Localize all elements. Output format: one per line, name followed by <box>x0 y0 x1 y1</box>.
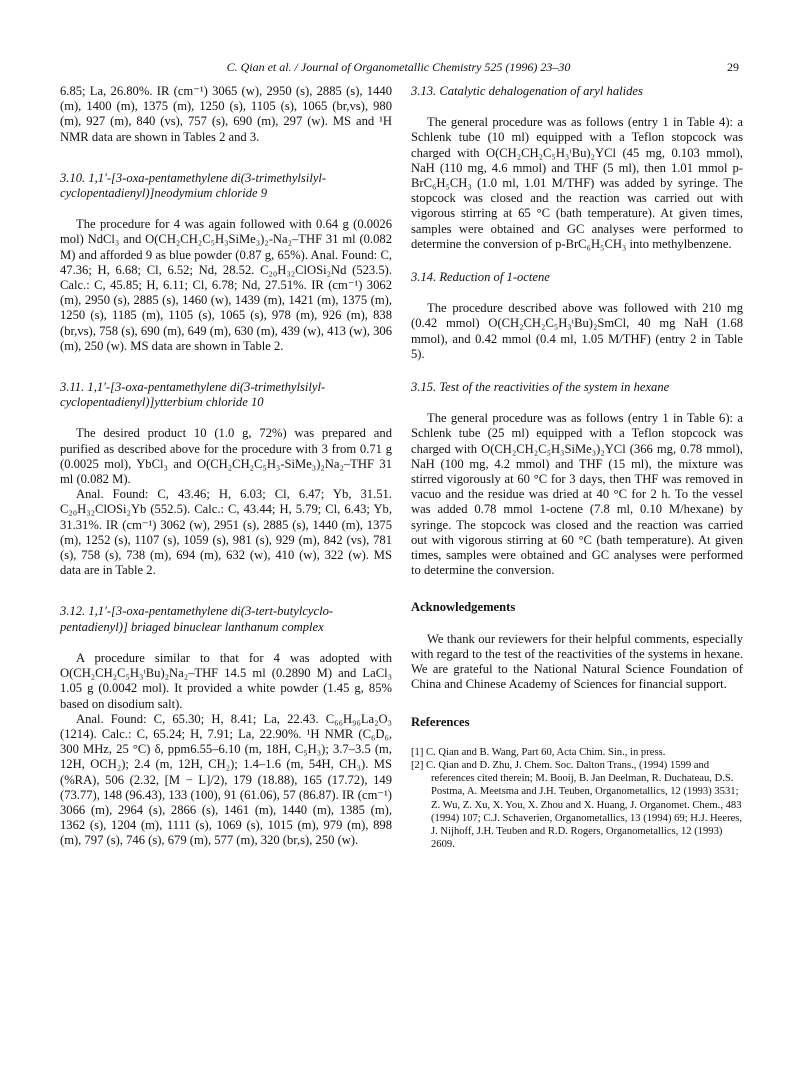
section-3-11-paragraph-1: The desired product 10 (1.0 g, 72%) was prepared and purified as described above for the procedure with 3 from 0.71 g (0.0025 mol), YbCl₃ and O(CH₂CH₂C₅H₃-SiMe₃)₂Na₂–THF 31 ml (0.082 M). <box>60 426 392 487</box>
section-3-12-paragraph-1: A procedure similar to that for 4 was adopted with O(CH₂CH₂C₅H₃ᵗBu)₂Na₂–THF 14.5 ml (0.2890 M) and LaCl₃ 1.05 g (0.0042 mol). It provided a white powder (1.45 g, 85% based on disodium salt). <box>60 650 392 711</box>
running-header <box>58 60 739 78</box>
right-column <box>411 84 743 851</box>
section-3-12-heading: 3.12. 1,1′-[3-oxa-pentamethylene di(3-tert-butylcyclo-pentadienyl)] briaged binuclear lanthanum complex <box>60 604 334 634</box>
acknowledgements-paragraph: We thank our reviewers for their helpful comments, especially with regard to the test of the reactivities of the systems in hexane. We are grateful to the National Natural Science Foundation of China and Chinese Academy of Sciences for financial support. <box>411 631 743 692</box>
references-heading: References <box>411 714 470 729</box>
section-3-13-heading: 3.13. Catalytic dehalogenation of aryl halides <box>411 84 643 98</box>
section-3-11-paragraph-2: Anal. Found: C, 43.46; H, 6.03; Cl, 6.47; Yb, 31.51. C₂₀H₃₂ClOSi₂Yb (552.5). Calc.: C, 43.44; H, 5.79; Cl, 6.43; Yb, 31.31%. IR (cm⁻¹) 3062 (w), 2951 (s), 2885 (s), 1440 (m), 1375 (m), 1252 (s), 1107 (s), 1059 (s), 981 (s), 929 (m), 842 (vs), 781 (s), 758 (s), 738 (m), 694 (m), 632 (w), 410 (w), 322 (w). MS data are in Table 2. <box>60 487 392 578</box>
acknowledgements-heading: Acknowledgements <box>411 600 516 615</box>
section-3-11-heading: 3.11. 1,1′-[3-oxa-pentamethylene di(3-trimethylsilyl-cyclopentadienyl)]ytterbium chloride 10 <box>60 380 326 410</box>
section-3-13-paragraph: The general procedure was as follows (entry 1 in Table 4): a Schlenk tube (10 ml) equipped with a Teflon stopcock was charged with O(CH₂CH₂C₅H₃ᵗBu)₂YCl (45 mg, 0.103 mmol), NaH (110 mg, 4.6 mmol) and THF (5 ml), then 1.01 mmol p-BrC₆H₅CH₃ (1.0 ml, 1.01 M/THF) was added by syringe. The stopcock was closed and the reaction was carried out with vigorous stirring at 65 °C (bath temperature). At given times, samples were obtained and GC analyses were performed to determine the conversion of p-BrC₆H₅CH₃ into methylbenzene. <box>411 115 743 251</box>
section-3-14-heading: 3.14. Reduction of 1-octene <box>411 270 550 285</box>
section-3-10-paragraph: The procedure for 4 was again followed with 0.64 g (0.0026 mol) NdCl₃ and O(CH₂CH₂C₅H₃SiMe₃)₂-Na₂–THF 31 ml (0.082 M) and afforded 9 as blue powder (0.87 g, 65%). Anal. Found: C, 47.36; H, 6.68; Cl, 6.52; Nd, 28.52. C₂₀H₃₂ClOSi₂Nd (523.5). Calc.: C, 45.85; H, 6.11; Cl, 6.78; Nd, 27.51%. IR (cm⁻¹) 3062 (m), 2950 (s), 2885 (s), 1460 (w), 1439 (m), 1421 (m), 1375 (m), 1250 (s), 1185 (m), 1105 (s), 1065 (s), 978 (m), 926 (m), 838 (br,vs), 758 (s), 690 (m), 649 (m), 630 (m), 439 (w), 413 (w), 306 (m), 250 (w). MS data are shown in Table 2. <box>60 217 392 353</box>
section-3-14-paragraph: The procedure described above was followed with 210 mg (0.42 mmol) O(CH₂CH₂C₅H₃ᵗBu)₂SmCl, 40 mg NaH (1.68 mmol), and 0.42 mmol (0.4 ml, 1.05 M/THF) (entry 2 in Table 5). <box>411 301 743 361</box>
reference-item: [2] C. Qian and D. Zhu, J. Chem. Soc. Dalton Trans., (1994) 1599 and references cited therein; M. Booij, B. Jan Deelman, R. Duchateau, D.S. Postma, A. Meetsma and J.H. Teuben, Organometallics, 12 (1993) 3531; Z. Wu, Z. Xu, X. You, X. Zhou and X. Huang, J. Organomet. Chem., 483 (1994) 107; C.J. Schaverien, Organometallics, 13 (1994) 69; H.J. Heeres, J. Nijhoff, J.H. Teuben and R.D. Rogers, Organometallics, 12 (1993) 2609. <box>411 759 743 851</box>
page-number: 29 <box>727 60 739 74</box>
running-title: C. Qian et al. / Journal of Organometallic Chemistry 525 (1996) 23–30 <box>226 60 571 74</box>
section-3-15-heading: 3.15. Test of the reactivities of the system in hexane <box>411 380 670 395</box>
section-3-15-paragraph: The general procedure was as follows (entry 1 in Table 6): a Schlenk tube (25 ml) equipped with a Teflon stopcock was charged with O(CH₂CH₂C₅H₃SiMe₃)₂YCl (366 mg, 0.78 mmol), NaH (100 mg, 4.2 mmol) and THF (15 ml), the mixture was stirred vigorously at 60 °C for 3 days, then THF was removed in vacuo and the residue was dried at 40 °C for 2 h. To the vessel was added 0.78 mmol 1-octene (7.8 ml, 0.10 M/hexane) by syringe. The stopcock was closed and the reaction was carried out with vigorous stirring at 60 °C (bath temperature). At given times, samples were obtained and GC analyses were performed to determine the conversion. <box>411 411 743 578</box>
left-column <box>60 84 392 849</box>
reference-item: [1] C. Qian and B. Wang, Part 60, Acta Chim. Sin., in press. <box>411 746 666 758</box>
paragraph-continued: 6.85; La, 26.80%. IR (cm⁻¹) 3065 (w), 2950 (s), 2885 (s), 1440 (m), 1400 (m), 1375 (m), 1250 (s), 1105 (s), 1065 (br,vs), 980 (m), 927 (m), 840 (vs), 757 (s), 690 (m), 297 (w). MS and ¹H NMR data are shown in Tables 2 and 3. <box>60 84 392 144</box>
reference-list <box>411 746 743 852</box>
section-3-10-heading: 3.10. 1,1′-[3-oxa-pentamethylene di(3-trimethylsilyl-cyclopentadienyl)]neodymium chloride 9 <box>60 170 327 201</box>
section-3-12-paragraph-2: Anal. Found: C, 65.30; H, 8.41; La, 22.43. C₆₆H₉₆La₂O₃ (1214). Calc.: C, 65.24; H, 7.91; La, 22.90%. ¹H NMR (C₆D₆, 300 MHz, 25 °C) δ, ppm6.55–6.10 (m, 18H, C₅H₃); 3.7–3.5 (m, 12H, OCH₂); 2.4 (m, 12H, CH₂); 1.4–1.6 (m, 54H, CH₃). MS (%RA), 506 (2.32, [M − L]/2), 179 (18.88), 165 (17.72), 149 (73.77), 148 (96.43), 133 (100), 91 (61.06), 57 (86.87). IR (cm⁻¹) 3066 (m), 2964 (s), 2866 (s), 1461 (m), 1440 (m), 1385 (m), 1362 (s), 1204 (m), 1111 (s), 1069 (s), 1015 (m), 979 (m), 898 (m), 797 (s), 746 (s), 679 (m), 577 (m), 320 (br,s), 250 (w). <box>60 711 392 848</box>
